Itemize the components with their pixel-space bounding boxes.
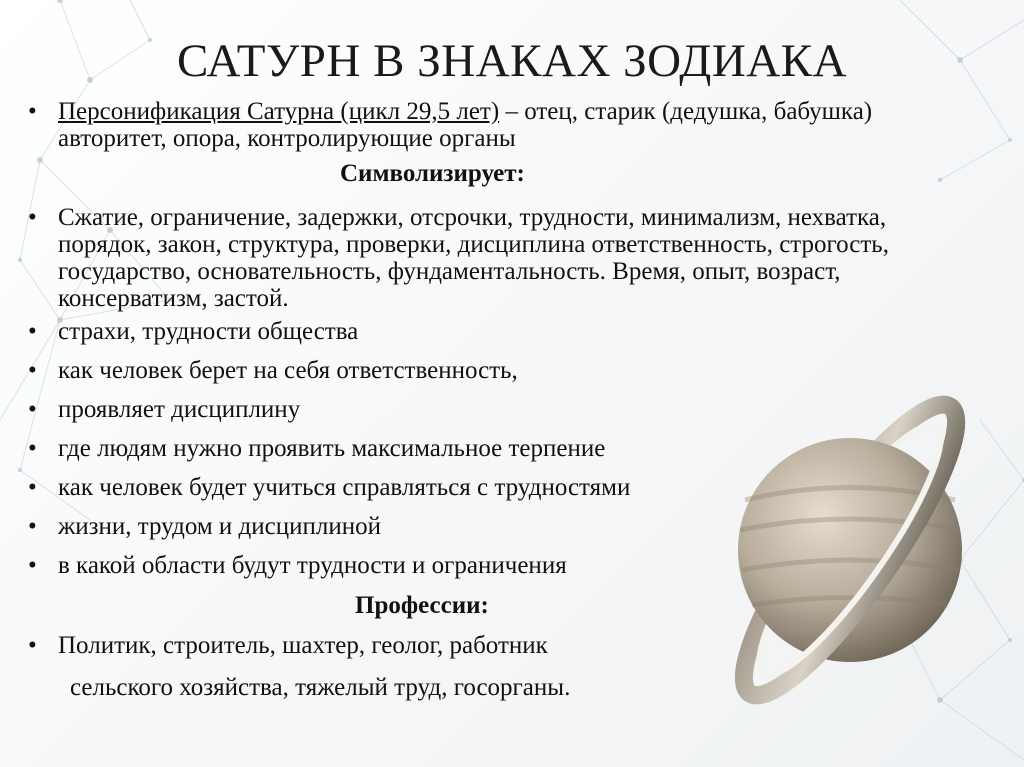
bullet-marker: • bbox=[28, 435, 37, 462]
symbols-text: Сжатие, ограничение, задержки, отсрочки, трудности, минимализм, нехватка, порядок, закон, структура, проверки, дисциплина ответственность, строгость, государство, основательность, фундаментальность. Время, опыт, возраст, консерватизм, застой. bbox=[58, 204, 889, 312]
saturn-planet-image bbox=[680, 380, 1020, 720]
professions-line2: сельского хозяйства, тяжелый труд, госорганы. bbox=[70, 674, 571, 701]
professions-heading: Профессии: bbox=[355, 592, 489, 619]
bullet-marker: • bbox=[28, 552, 37, 579]
list-item-text: жизни, трудом и дисциплиной bbox=[58, 513, 381, 540]
bullet-marker: • bbox=[28, 98, 37, 125]
bullet-symbols bbox=[28, 204, 938, 312]
bullet-marker: • bbox=[28, 632, 37, 659]
list-item-text: в какой области будут трудности и ограничения bbox=[58, 552, 567, 579]
professions-line1: Политик, строитель, шахтер, геолог, работник bbox=[58, 632, 548, 659]
bullet-marker: • bbox=[28, 204, 37, 231]
list-item bbox=[28, 318, 938, 345]
bullet-marker: • bbox=[28, 318, 37, 345]
bullet-intro bbox=[28, 98, 938, 152]
slide-title: САТУРН В ЗНАКАХ ЗОДИАКА bbox=[176, 35, 848, 87]
intro-text bbox=[58, 98, 938, 152]
intro-link[interactable]: Персонификация Сатурна (цикл 29,5 лет) bbox=[58, 98, 500, 125]
bullet-marker: • bbox=[28, 513, 37, 540]
bullet-marker: • bbox=[28, 396, 37, 423]
list-item-text: где людям нужно проявить максимальное терпение bbox=[58, 435, 606, 462]
bullet-marker: • bbox=[28, 357, 37, 384]
list-item-text: проявляет дисциплину bbox=[58, 396, 301, 423]
symbolizes-heading: Символизирует: bbox=[340, 160, 525, 187]
list-item-text: как человек будет учиться справляться с трудностями bbox=[58, 474, 631, 501]
list-item-text: как человек берет на себя ответственность, bbox=[58, 357, 518, 384]
bullet-marker: • bbox=[28, 474, 37, 501]
list-item-text: страхи, трудности общества bbox=[58, 318, 359, 345]
intro-rest: – отец, старик (дедушка, бабушка) авторитет, опора, контролирующие органы bbox=[58, 98, 873, 152]
